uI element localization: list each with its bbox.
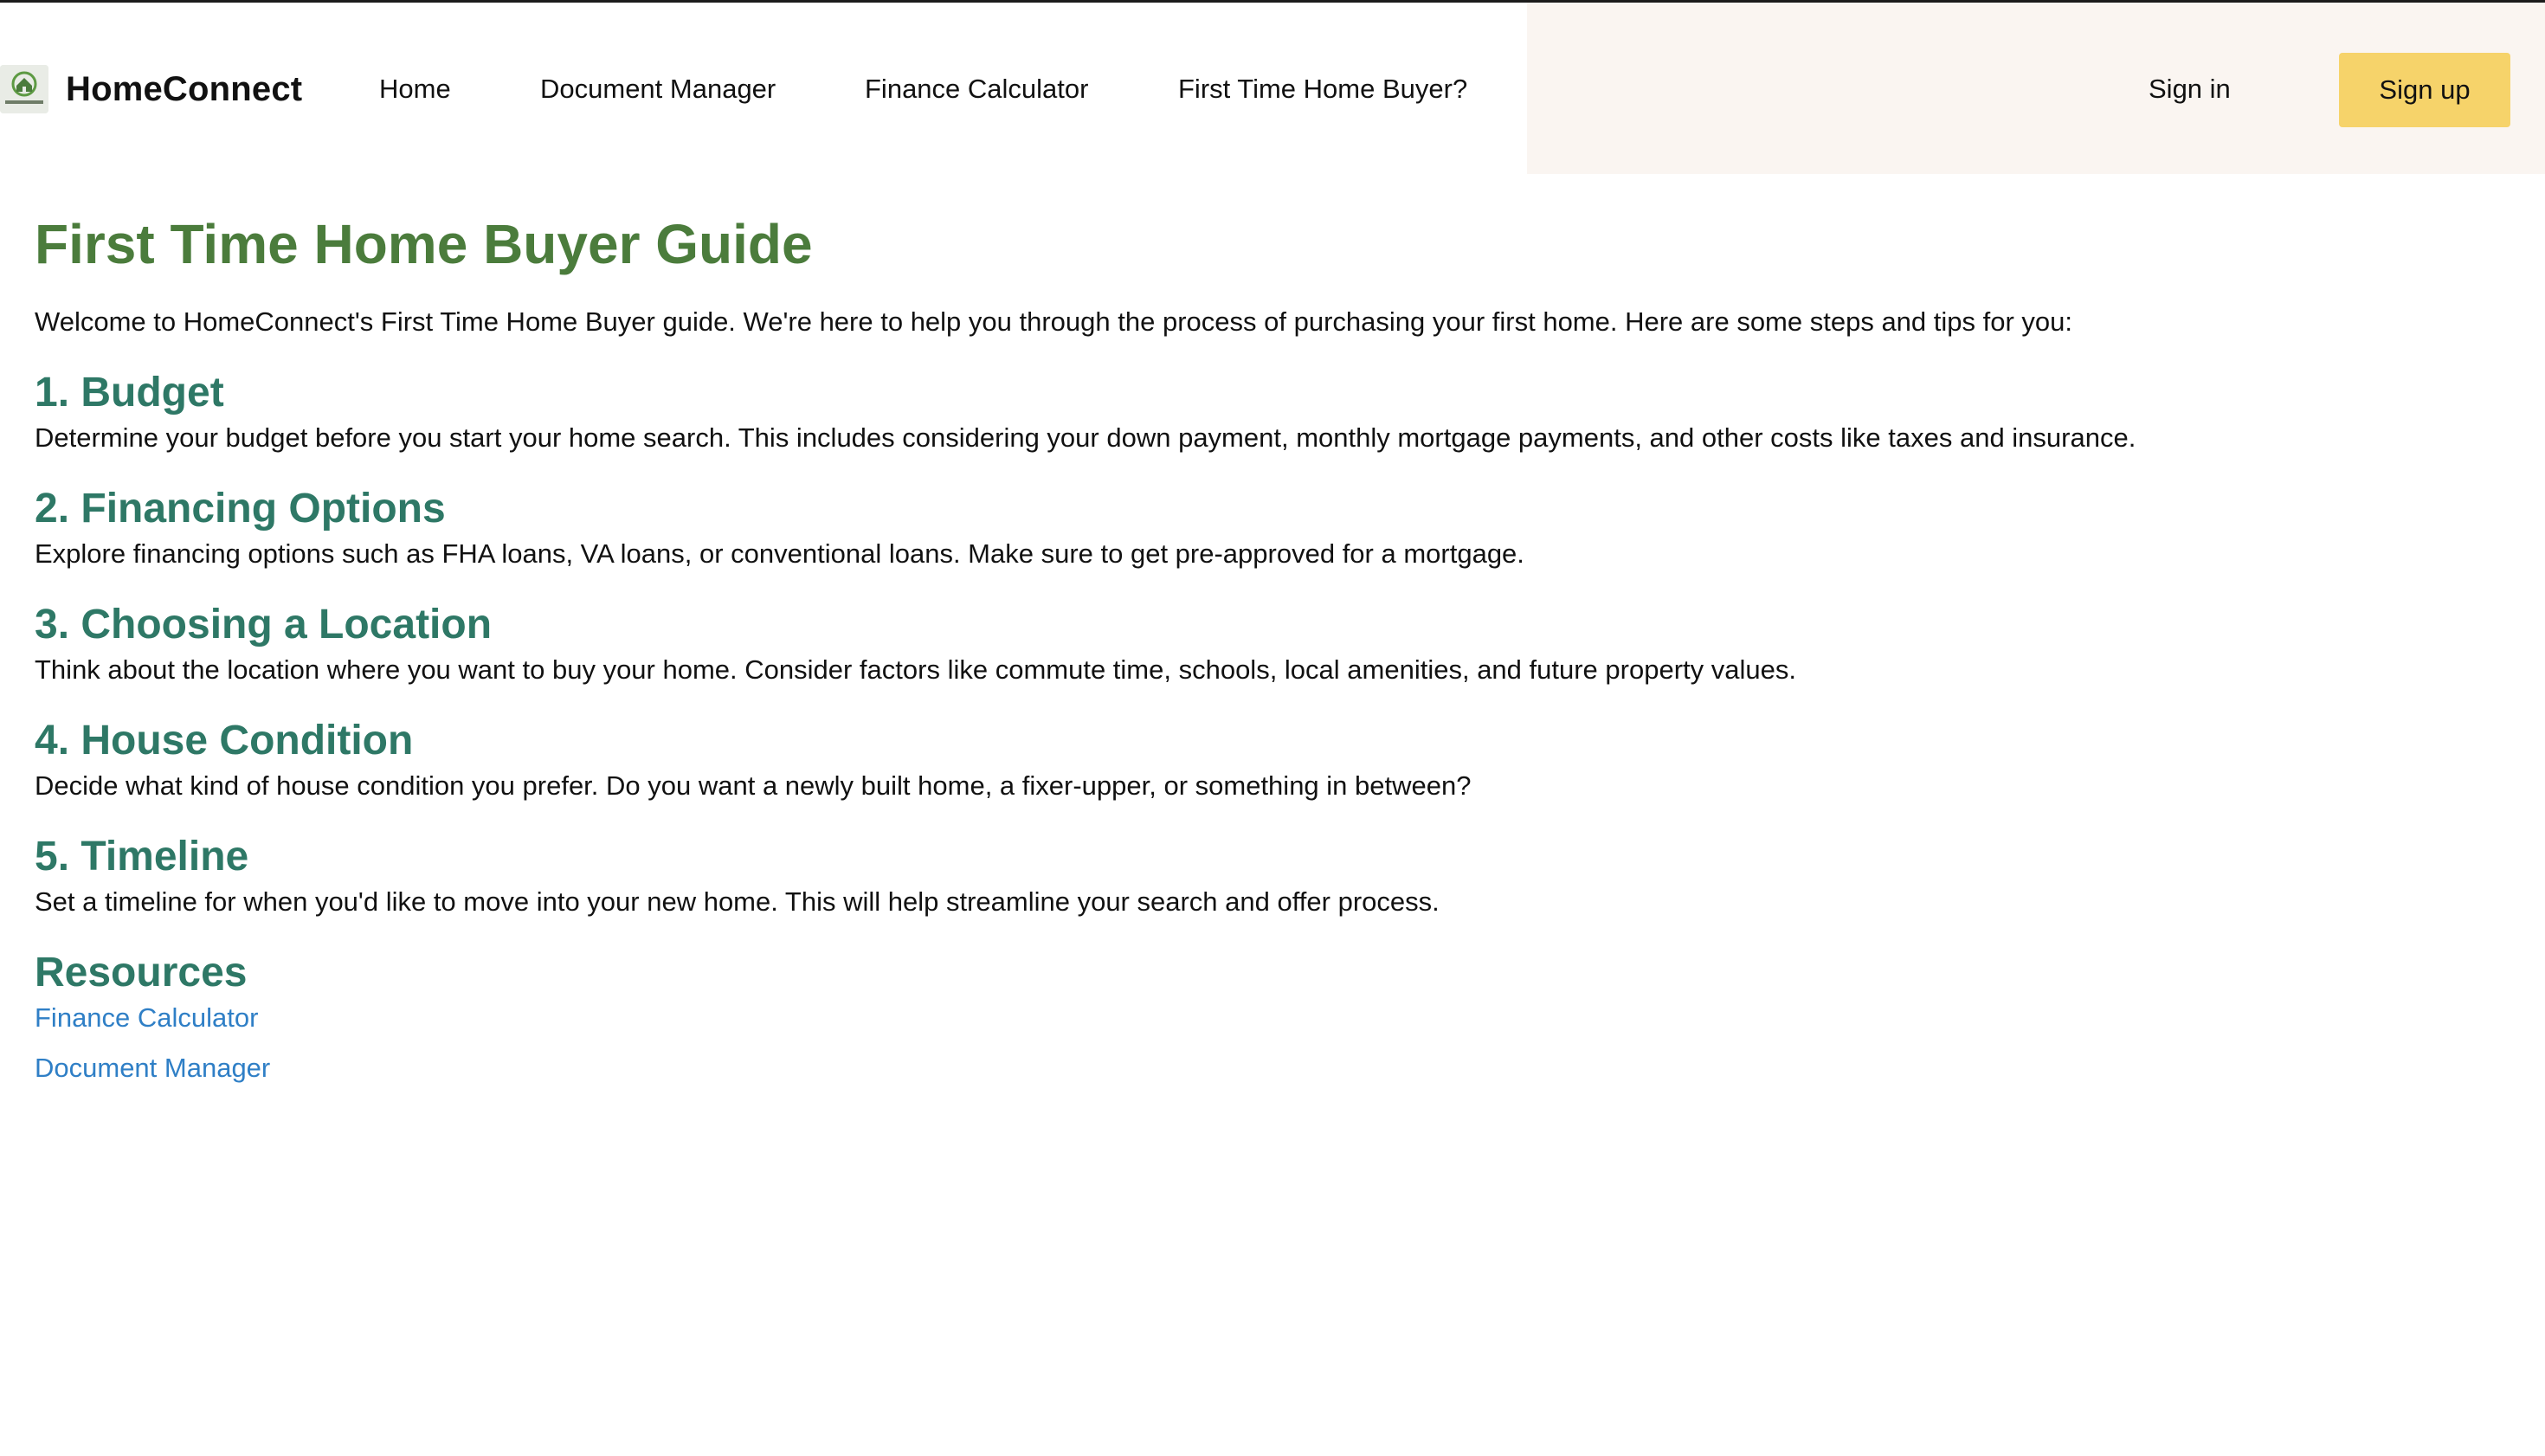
section-heading: 5. Timeline [35, 834, 249, 879]
site-header [0, 3, 2545, 174]
section-text: Set a timeline for when you'd like to move into your new home. This will help streamline your search and offer process. [35, 886, 1440, 917]
section-timeline [35, 831, 2510, 921]
nav-first-time-home-buyer[interactable]: First Time Home Buyer? [1178, 74, 1468, 104]
sign-up-button[interactable]: Sign up [2339, 53, 2510, 127]
nav-document-manager[interactable]: Document Manager [540, 74, 776, 104]
section-heading: 4. House Condition [35, 718, 414, 763]
section-heading: 2. Financing Options [35, 486, 446, 532]
house-logo-icon[interactable] [0, 65, 48, 113]
section-choosing-location [35, 599, 2510, 689]
nav-home[interactable]: Home [379, 74, 451, 104]
section-text: Decide what kind of house condition you prefer. Do you want a newly built home, a fixer-upper, or something in between? [35, 770, 1472, 801]
resource-link-document-manager[interactable]: Document Manager [35, 1053, 271, 1083]
resources-heading: Resources [35, 950, 248, 995]
page-title: First Time Home Buyer Guide [35, 213, 813, 275]
intro-text: Welcome to HomeConnect's First Time Home Buyer guide. We're here to help you through the process of purchasing your first home. Here are some steps and tips for you: [35, 306, 2073, 337]
sign-in-link[interactable]: Sign in [2149, 74, 2231, 104]
section-heading: 1. Budget [35, 370, 224, 416]
section-house-condition [35, 715, 2510, 805]
section-budget [35, 367, 2510, 457]
guide-content [35, 208, 2510, 1087]
section-text: Explore financing options such as FHA loans, VA loans, or conventional loans. Make sure to get pre-approved for a mortgage. [35, 538, 1524, 569]
section-text: Think about the location where you want to buy your home. Consider factors like commute time, schools, local amenities, and future property values. [35, 654, 1796, 685]
section-financing-options [35, 483, 2510, 573]
brand-name[interactable]: HomeConnect [66, 70, 303, 108]
resources-section [35, 947, 2510, 1087]
nav-finance-calculator[interactable]: Finance Calculator [865, 74, 1089, 104]
resource-link-finance-calculator[interactable]: Finance Calculator [35, 1002, 259, 1033]
section-heading: 3. Choosing a Location [35, 602, 493, 647]
section-text: Determine your budget before you start your home search. This includes considering your down payment, monthly mortgage payments, and other costs like taxes and insurance. [35, 422, 2136, 453]
